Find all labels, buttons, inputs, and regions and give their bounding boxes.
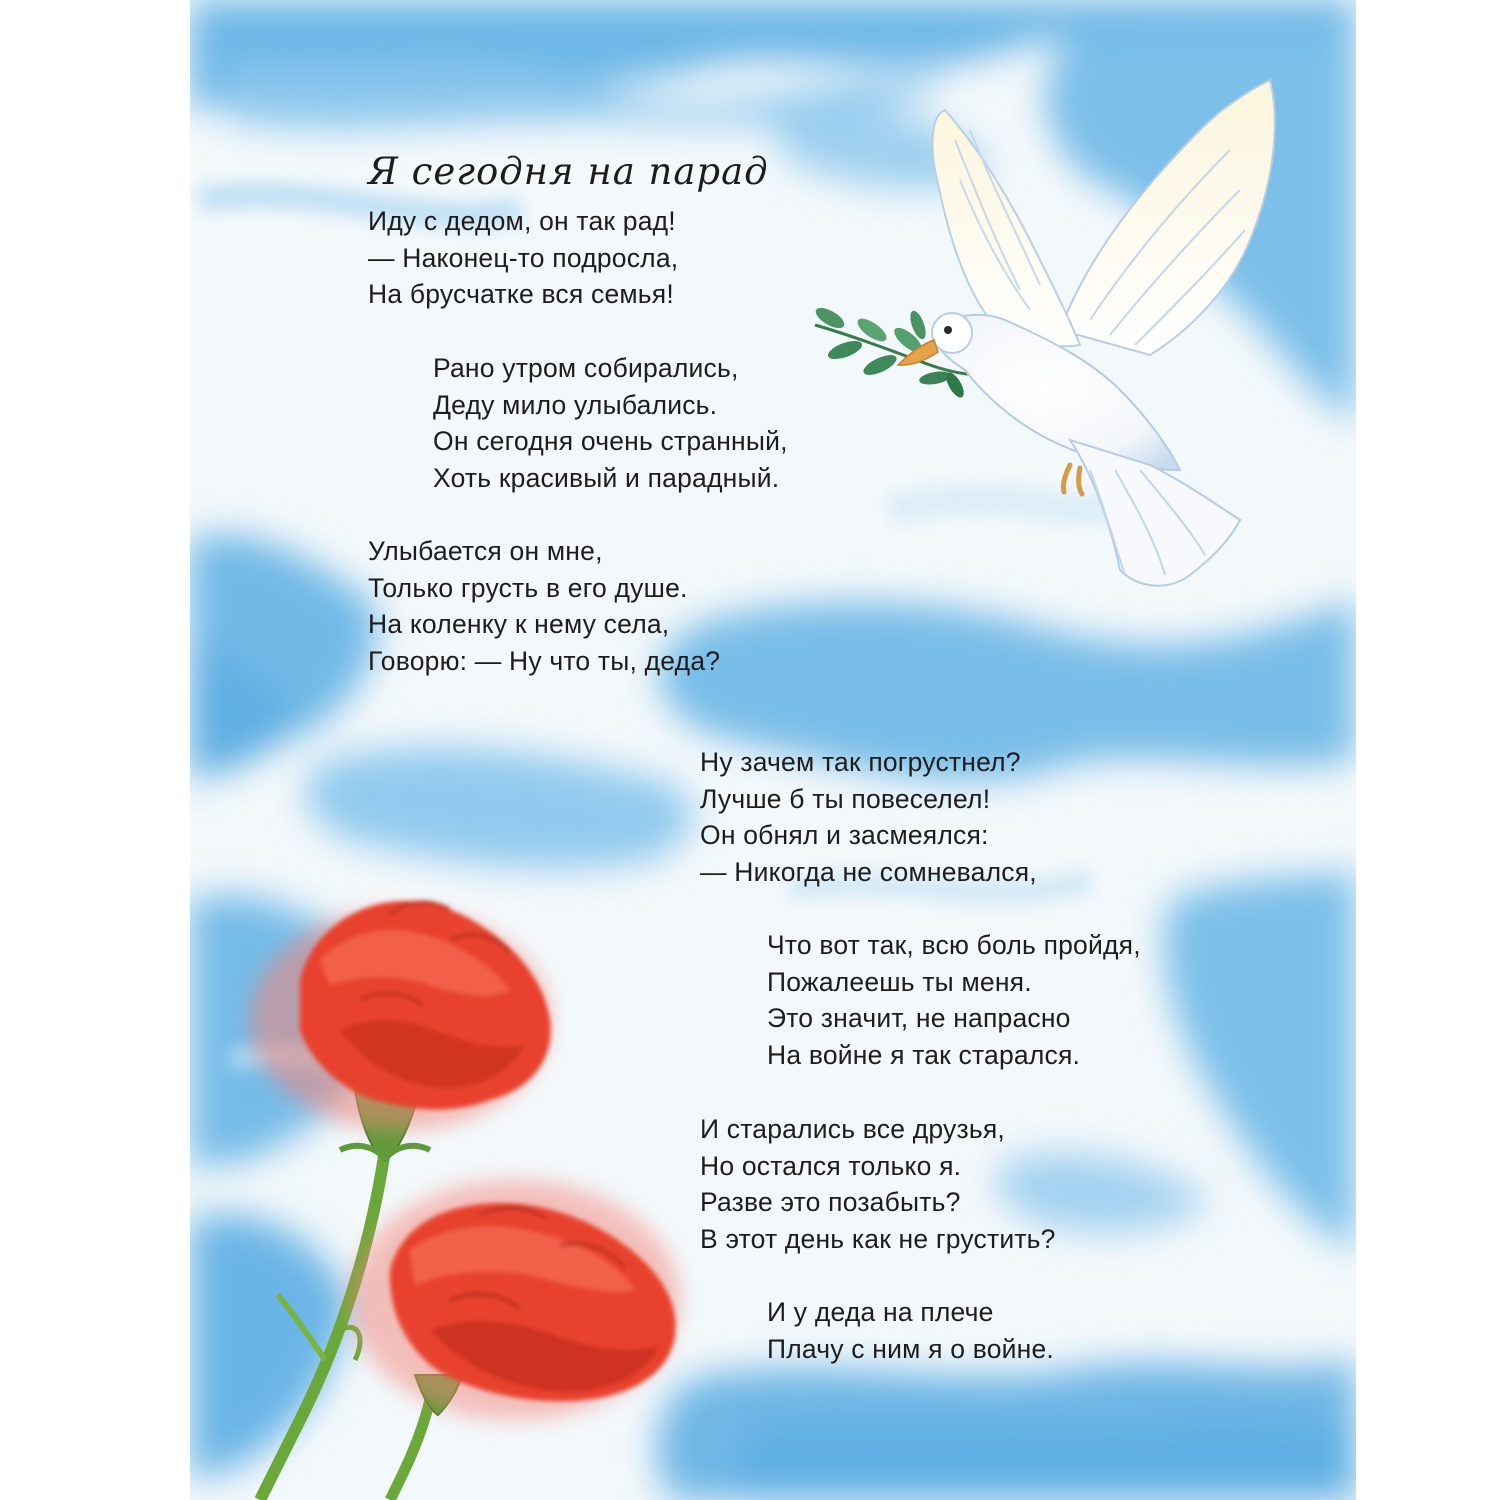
poem-line: Он сегодня очень странный, xyxy=(433,426,788,457)
poem-line: Деду мило улыбались. xyxy=(433,389,718,420)
poem-line: Улыбается он мне, xyxy=(368,536,603,566)
stanza-4 xyxy=(700,744,1037,891)
stanza-1 xyxy=(368,203,678,313)
poem-line: На коленку к нему села, xyxy=(368,609,670,640)
poem-line: Только грусть в его душе. xyxy=(368,572,688,603)
poem-line: На брусчатке вся семья! xyxy=(368,279,674,310)
stanza-6 xyxy=(700,1111,1056,1258)
poem-line: Иду с дедом, он так рад! xyxy=(368,206,676,236)
poem-line: И у деда на плече xyxy=(767,1297,994,1327)
stanza-3 xyxy=(368,533,720,680)
poem-line: Ну зачем так погрустнел? xyxy=(700,747,1021,777)
poem-line: — Наконец-то подросла, xyxy=(368,242,679,273)
stanza-5 xyxy=(767,927,1141,1074)
poem-line: Что вот так, всю боль пройдя, xyxy=(767,930,1141,960)
poem-line: В этот день как не грустить? xyxy=(700,1224,1056,1255)
poem-line: На войне я так старался. xyxy=(767,1040,1081,1071)
carnation-upper-icon xyxy=(250,901,551,1130)
poem-line: Говорю: — Ну что ты, деда? xyxy=(368,646,721,677)
carnation-lower-icon xyxy=(350,1180,680,1420)
poem-line: Но остался только я. xyxy=(700,1150,962,1181)
poem-line: Лучше б ты повеселел! xyxy=(700,783,991,814)
poem-line: — Никогда не сомневался, xyxy=(700,857,1037,888)
poem-title: Я сегодня на парад xyxy=(368,150,769,193)
poem-line: Хоть красивый и парадный. xyxy=(433,463,780,494)
poem-line: Это значит, не напрасно xyxy=(767,1003,1071,1034)
stanza-7 xyxy=(767,1294,1054,1367)
poem-line: Плачу с ним я о войне. xyxy=(767,1333,1054,1364)
book-page xyxy=(190,0,1356,1500)
poem-line: И старались все друзья, xyxy=(700,1114,1005,1144)
poem-line: Разве это позабыть? xyxy=(700,1187,961,1218)
stanza-2 xyxy=(433,350,788,497)
poem-line: Рано утром собирались, xyxy=(433,353,739,383)
poem-line: Пожалеешь ты меня. xyxy=(767,966,1032,997)
poem-line: Он обнял и засмеялся: xyxy=(700,820,989,851)
